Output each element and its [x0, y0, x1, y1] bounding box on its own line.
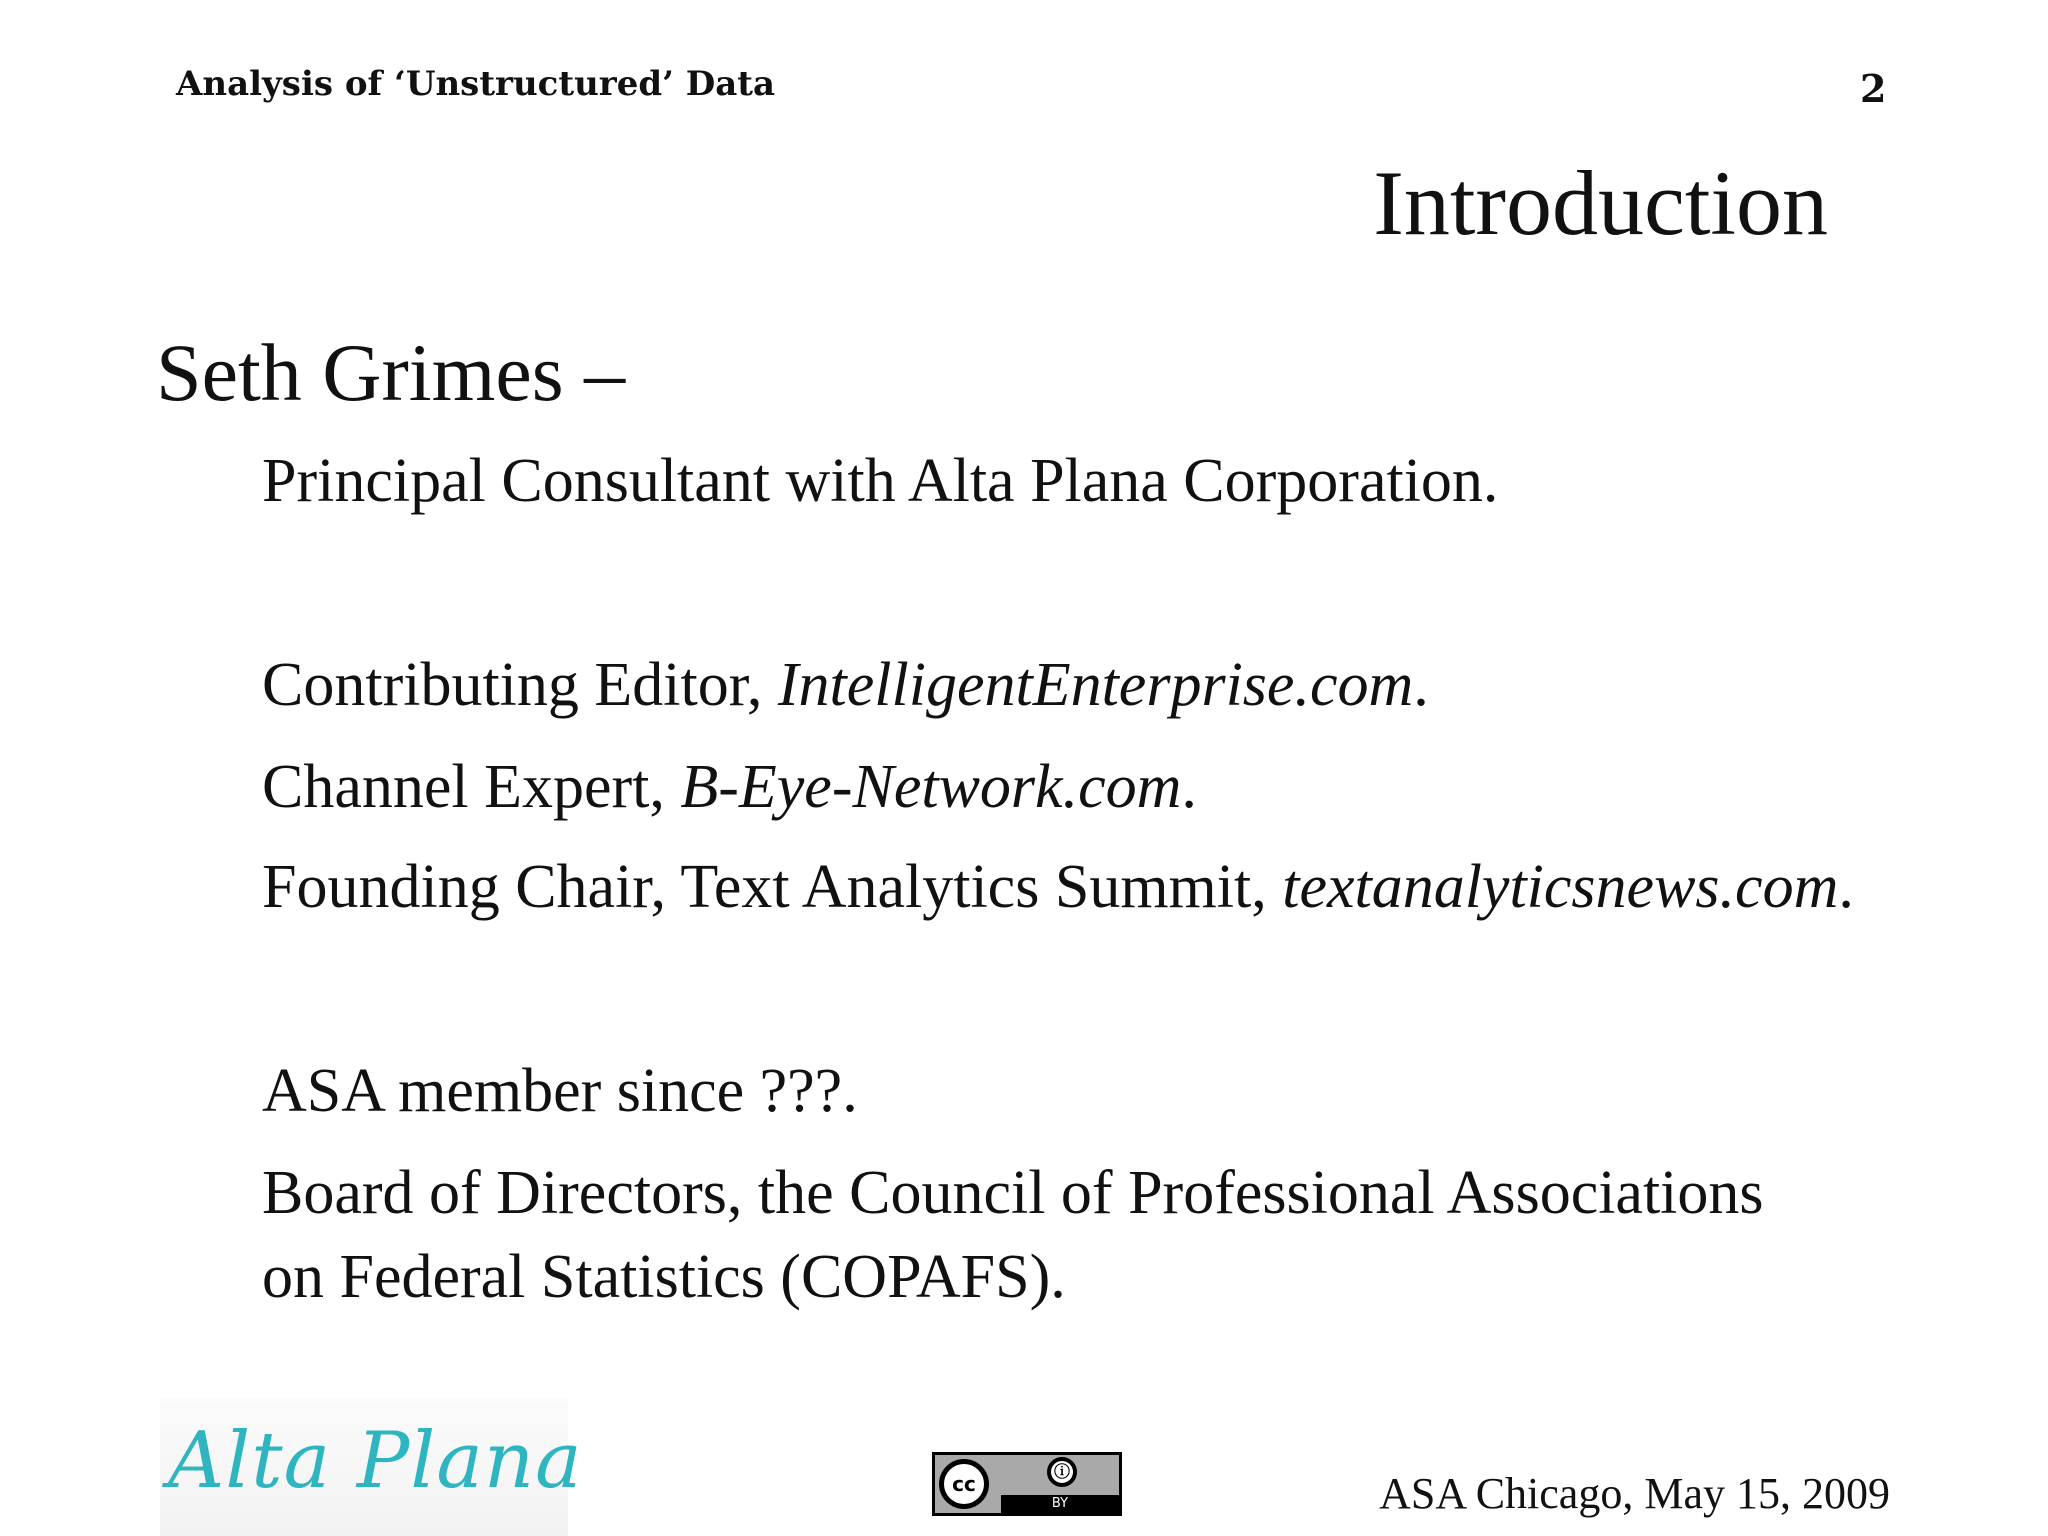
bullet-line: ASA member since ???. [262, 1057, 858, 1125]
bullet-line: Principal Consultant with Alta Plana Corporation. [262, 447, 1499, 515]
cc-icon: cc [939, 1459, 989, 1509]
alta-plana-logo: Alta Plana [168, 1416, 583, 1506]
bullet-line: Contributing Editor, IntelligentEnterprise.com. [262, 651, 1429, 719]
cc-license-badge [932, 1452, 1122, 1516]
bullet-line: Board of Directors, the Council of Professional Associations [262, 1159, 1764, 1227]
bullet-line: on Federal Statistics (COPAFS). [262, 1243, 1066, 1311]
by-label: BY [1001, 1495, 1119, 1513]
header-title: Analysis of ‘Unstructured’ Data [176, 64, 776, 104]
site-link: textanalyticsnews.com [1282, 853, 1839, 921]
bullet-line: Channel Expert, B-Eye-Network.com. [262, 753, 1197, 821]
site-link: B-Eye-Network.com [680, 753, 1182, 821]
bullet-line: Founding Chair, Text Analytics Summit, textanalyticsnews.com. [262, 853, 1854, 921]
site-link: IntelligentEnterprise.com [777, 651, 1414, 719]
lead-heading: Seth Grimes – [156, 327, 626, 418]
slide-title: Introduction [1373, 152, 1828, 254]
event-footer: ASA Chicago, May 15, 2009 [1379, 1469, 1890, 1518]
page-number: 2 [1860, 66, 1887, 111]
person-icon: ⓘ [1047, 1457, 1077, 1487]
